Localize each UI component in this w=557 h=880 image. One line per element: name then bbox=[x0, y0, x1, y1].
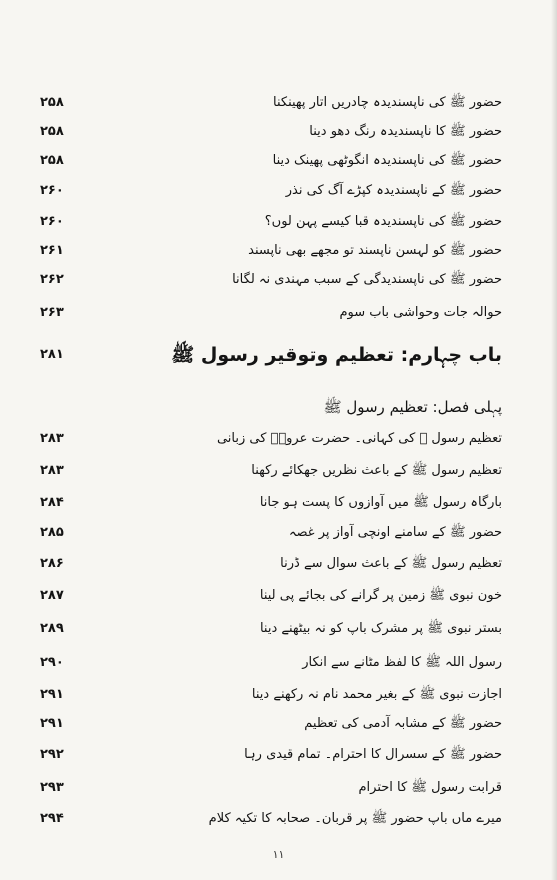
entry-page-number: ۲۵۸ bbox=[40, 124, 64, 139]
entry-page-number: ۲۹۳ bbox=[40, 780, 64, 795]
toc-entry bbox=[40, 585, 502, 613]
entry-title: حضور ﷺ کی ناپسندیدہ قبا کیسے پہن لوں؟ bbox=[264, 214, 502, 229]
entry-title: بستر نبوی ﷺ پر مشرک باپ کو نہ بیٹھنے دینا bbox=[259, 621, 502, 636]
toc-entry bbox=[40, 302, 502, 330]
entry-page-number: ۲۹۱ bbox=[40, 716, 64, 731]
toc-entry bbox=[40, 240, 502, 268]
entry-page-number: ۲۵۸ bbox=[40, 95, 64, 110]
entry-title: حضور ﷺ کی ناپسندیدہ انگوٹھی پھینک دینا bbox=[272, 153, 502, 168]
toc-entry bbox=[40, 777, 502, 805]
toc-entry bbox=[40, 492, 502, 520]
entry-title: رسول اللہ ﷺ کا لفظ مٹانے سے انکار bbox=[302, 655, 502, 670]
entry-title: حضور ﷺ کے ناپسندیدہ کپڑے آگ کی نذر bbox=[285, 183, 502, 198]
entry-title: تعظیم رسول ﷺ کی کہانی۔ حضرت عروہؓ کی زبانی bbox=[216, 431, 502, 446]
entry-page-number: ۲۸۴ bbox=[40, 495, 64, 510]
entry-page-number: ۲۸۷ bbox=[40, 588, 64, 603]
entry-page-number: ۲۹۱ bbox=[40, 687, 64, 702]
entry-title: قرابت رسول ﷺ کا احترام bbox=[358, 780, 502, 795]
entry-page-number: ۲۸۳ bbox=[40, 431, 64, 446]
entry-title: حضور ﷺ کے مشابہ آدمی کی تعظیم bbox=[304, 716, 502, 731]
toc-entry bbox=[40, 618, 502, 646]
page-number-footer: ۱۱ bbox=[272, 848, 285, 861]
entry-page-number: ۲۶۲ bbox=[40, 272, 64, 287]
entry-title: حوالہ جات وحواشی باب سوم bbox=[339, 305, 502, 320]
entry-title: بارگاہ رسول ﷺ میں آوازوں کا پست ہو جانا bbox=[259, 495, 502, 510]
entry-page-number: ۲۸۹ bbox=[40, 621, 64, 636]
page-edge-shadow bbox=[551, 0, 557, 880]
entry-title: حضور ﷺ کا ناپسندیدہ رنگ دھو دینا bbox=[309, 124, 502, 139]
entry-page-number: ۲۸۶ bbox=[40, 556, 64, 571]
entry-page-number: ۲۶۱ bbox=[40, 243, 64, 258]
section-title: پہلی فصل: تعظیم رسول ﷺ bbox=[323, 398, 502, 416]
entry-title: اجازت نبوی ﷺ کے بغیر محمد نام نہ رکھنے دینا bbox=[251, 687, 502, 702]
toc-entry bbox=[40, 92, 502, 120]
toc-entry bbox=[40, 460, 502, 488]
entry-page-number: ۲۹۰ bbox=[40, 655, 64, 670]
toc-entry bbox=[40, 684, 502, 712]
entry-title: حضور ﷺ کے سسرال کا احترام۔ تمام قیدی رہا bbox=[244, 747, 502, 762]
chapter-heading bbox=[40, 344, 502, 372]
entry-page-number: ۲۵۸ bbox=[40, 153, 64, 168]
entry-page-number: ۲۹۴ bbox=[40, 811, 64, 826]
toc-entry bbox=[40, 553, 502, 581]
entry-title: خون نبوی ﷺ زمین پر گرانے کی بجائے پی لینا bbox=[259, 588, 502, 603]
toc-entry bbox=[40, 269, 502, 297]
entry-title: حضور ﷺ کو لہسن ناپسند تو مجھے بھی ناپسند bbox=[248, 243, 502, 258]
toc-entry bbox=[40, 713, 502, 741]
entry-page-number: ۲۹۲ bbox=[40, 747, 64, 762]
toc-entry bbox=[40, 744, 502, 772]
toc-entry bbox=[40, 522, 502, 550]
entry-page-number: ۲۸۳ bbox=[40, 463, 64, 478]
section-heading bbox=[40, 397, 502, 425]
entry-page-number: ۲۶۳ bbox=[40, 305, 64, 320]
chapter-title: باب چہارم: تعظیم وتوقیر رسول ﷺ bbox=[171, 344, 502, 366]
toc-entry bbox=[40, 121, 502, 149]
entry-title: حضور ﷺ کے سامنے اونچی آواز پر غصہ bbox=[288, 525, 502, 540]
toc-entry bbox=[40, 211, 502, 239]
toc-entry bbox=[40, 808, 502, 836]
entry-page-number: ۲۸۵ bbox=[40, 525, 64, 540]
entry-page-number: ۲۶۰ bbox=[40, 214, 64, 229]
entry-page-number: ۲۸۱ bbox=[40, 347, 64, 362]
entry-page-number: ۲۶۰ bbox=[40, 183, 64, 198]
toc-entry bbox=[40, 180, 502, 208]
entry-title: تعظیم رسول ﷺ کے باعث سوال سے ڈرنا bbox=[280, 556, 502, 571]
entry-title: حضور ﷺ کی ناپسندیدہ چادریں اتار پھینکنا bbox=[273, 95, 502, 110]
entry-title: حضور ﷺ کی ناپسندیدگی کے سبب مہندی نہ لگانا bbox=[232, 272, 502, 287]
toc-entry bbox=[40, 428, 502, 456]
toc-entry bbox=[40, 652, 502, 680]
toc-entry bbox=[40, 150, 502, 178]
entry-title: تعظیم رسول ﷺ کے باعث نظریں جھکائے رکھنا bbox=[251, 463, 502, 478]
entry-title: میرے ماں باپ حضور ﷺ پر قربان۔ صحابہ کا تکیہ کلام bbox=[208, 811, 502, 826]
